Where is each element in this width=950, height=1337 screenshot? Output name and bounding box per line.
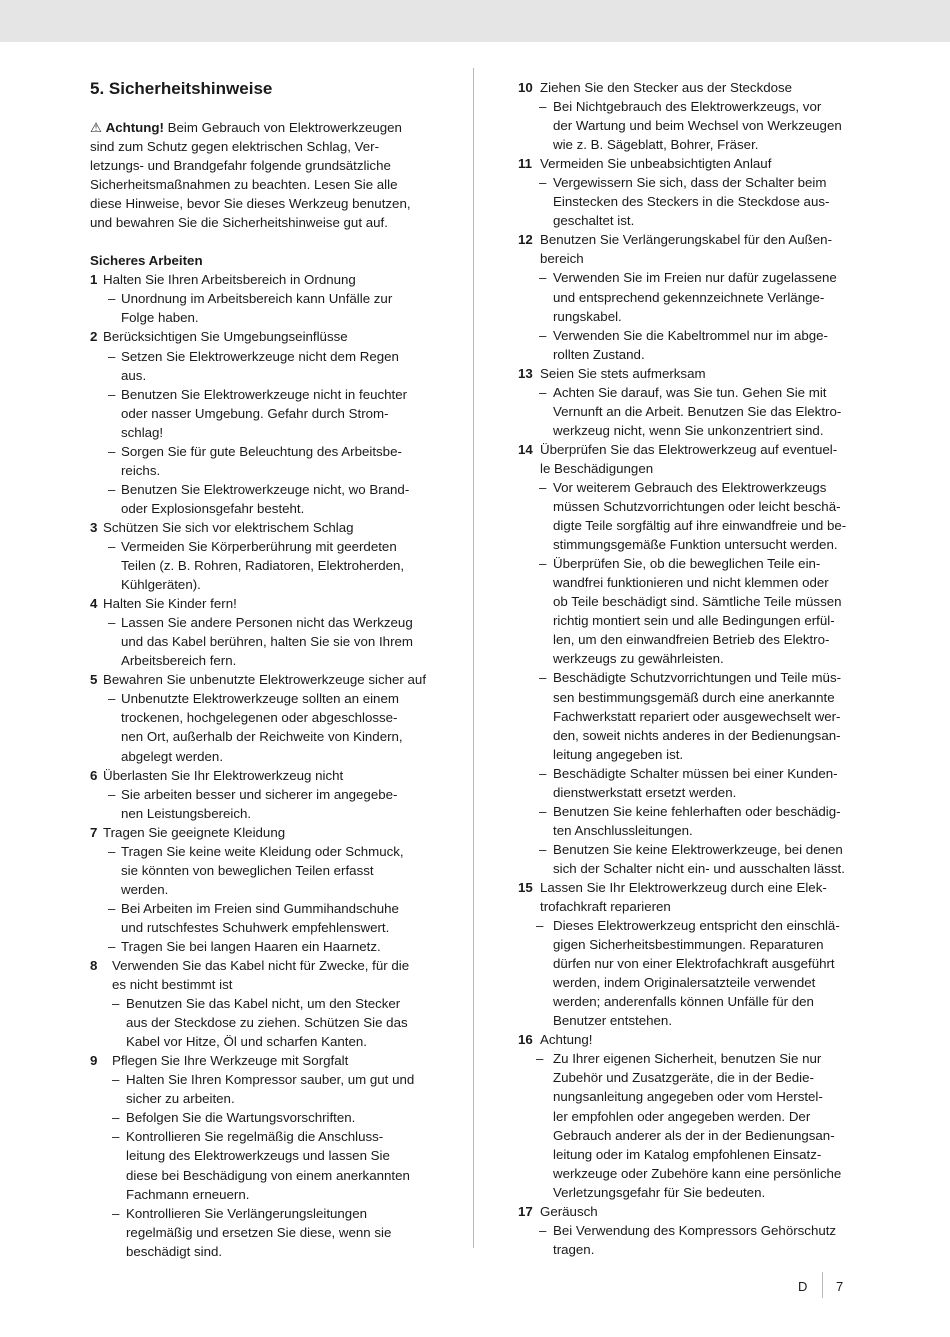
rule-bullet-line: nen Leistungsbereich. [121, 805, 252, 821]
warning-line: sind zum Schutz gegen elektrischen Schlag, Ver- [90, 139, 379, 155]
rule-bullet-line: und das Kabel berühren, halten Sie sie von Ihrem [121, 634, 413, 650]
dash-bullet-icon: – [536, 1051, 544, 1067]
rule-bullet-line: Vergewissern Sie sich, dass der Schalter beim [553, 175, 827, 191]
dash-bullet-icon: – [539, 175, 547, 191]
dash-bullet-icon: – [108, 481, 116, 497]
rule-heading [90, 518, 435, 537]
rule-number: 14 [518, 441, 533, 457]
rule-bullet [90, 785, 435, 823]
rule-number: 1 [90, 272, 98, 288]
rule-bullet-line: rollten Zustand. [553, 346, 645, 362]
rule-heading [518, 78, 863, 97]
top-band [0, 0, 950, 42]
rule-item-16 [518, 1030, 863, 1201]
dash-bullet-icon: – [112, 1072, 120, 1088]
rule-bullet [90, 480, 435, 518]
rule-bullet-line: Verletzungsgefahr für Sie bedeuten. [553, 1184, 766, 1200]
rule-bullet [90, 385, 435, 442]
rule-bullet-line: Tragen Sie bei langen Haaren ein Haarnetz. [121, 938, 381, 954]
rule-number: 9 [90, 1053, 98, 1069]
rule-bullet-line: Unbenutzte Elektrowerkzeuge sollten an einem [121, 691, 399, 707]
rule-heading [518, 878, 863, 916]
dash-bullet-icon: – [539, 556, 547, 572]
warning-paragraph [90, 118, 435, 232]
rule-bullet-line: stimmungsgemäße Funktion untersucht werden. [553, 537, 838, 553]
warning-line: diese Hinweise, bevor Sie dieses Werkzeug benutzen, [90, 196, 411, 212]
dash-bullet-icon: – [108, 786, 116, 802]
rule-bullet-line: dürfen nur von einer Elektrofachkraft ausgeführt [553, 956, 835, 972]
rule-title-line: es nicht bestimmt ist [112, 977, 233, 993]
rule-bullet [90, 1070, 435, 1108]
rule-bullet-line: Überprüfen Sie, ob die beweglichen Teile ein- [553, 556, 821, 572]
rule-title-line: trofachkraft reparieren [540, 899, 671, 915]
rule-bullet-line: schlag! [121, 424, 164, 440]
rule-number: 11 [518, 156, 533, 172]
rule-heading [90, 823, 435, 842]
rule-bullet-line: Kontrollieren Sie regelmäßig die Anschluss- [126, 1129, 384, 1145]
dash-bullet-icon: – [539, 327, 547, 343]
rule-bullet-line: leitung des Elektrowerkzeugs und lassen Sie [126, 1148, 390, 1164]
rule-bullet-line: Zu Ihrer eigenen Sicherheit, benutzen Sie nur [553, 1051, 822, 1067]
rule-bullet [90, 442, 435, 480]
rule-heading [518, 230, 863, 268]
rule-heading [518, 1030, 863, 1049]
rule-number: 10 [518, 80, 533, 95]
rule-bullet-line: len, um den einwandfreien Betrieb des Elektro- [553, 632, 830, 648]
rule-bullet-line: Vernunft an die Arbeit. Benutzen Sie das Elektro- [553, 403, 842, 419]
rule-bullet-line: Befolgen Sie die Wartungsvorschriften. [126, 1110, 356, 1126]
rule-number: 12 [518, 232, 533, 248]
rule-bullet [90, 689, 435, 765]
rule-item-12 [518, 230, 863, 363]
rule-title-line: Seien Sie stets aufmerksam [540, 365, 706, 381]
rule-bullet-line: Vor weiterem Gebrauch des Elektrowerkzeugs [553, 479, 827, 495]
dash-bullet-icon: – [108, 900, 116, 916]
section-title: 5. Sicherheitshinweise [90, 79, 273, 98]
rule-bullet [90, 289, 435, 327]
rule-bullet-line: Kabel vor Hitze, Öl und scharfen Kanten. [126, 1034, 367, 1050]
rule-bullet [90, 899, 435, 937]
left-rule-list [90, 270, 435, 1260]
rule-bullet-line: wie z. B. Sägeblatt, Bohrer, Fräser. [553, 137, 759, 153]
rule-bullet-line: Beschädigte Schutzvorrichtungen und Teile müs- [553, 670, 842, 686]
rule-bullet-line: oder Explosionsgefahr besteht. [121, 500, 305, 516]
rule-bullet-line: abgelegt werden. [121, 748, 224, 764]
warning-line: Sicherheitsmaßnahmen zu beachten. Lesen Sie alle [90, 177, 398, 193]
rule-bullet-line: und entsprechend gekennzeichnete Verlänge- [553, 289, 825, 305]
rule-bullet-line: gigen Sicherheitsbestimmungen. Reparaturen [553, 937, 824, 953]
warning-line: ⚠ Achtung! Beim Gebrauch von Elektrowerkzeugen [90, 120, 402, 135]
rule-item-10 [518, 78, 863, 154]
rule-bullet [518, 1049, 863, 1201]
rule-number: 4 [90, 596, 98, 612]
rule-bullet [90, 842, 435, 899]
rule-number: 17 [518, 1203, 533, 1219]
dash-bullet-icon: – [108, 615, 116, 631]
rule-bullet-line: aus. [121, 367, 147, 383]
page-number: 7 [836, 1279, 844, 1294]
rule-bullet-line: Verwenden Sie die Kabeltrommel nur im abge- [553, 327, 828, 343]
rule-bullet [518, 764, 863, 802]
rule-bullet-line: Benutzen Sie das Kabel nicht, um den Stecker [126, 996, 401, 1012]
rule-title-line: Berücksichtigen Sie Umgebungseinflüsse [103, 329, 348, 345]
rule-title-line: le Beschädigungen [540, 460, 654, 476]
rule-bullet-line: müssen Schutzvorrichtungen oder leicht beschä- [553, 499, 841, 515]
rule-bullet [518, 383, 863, 440]
rule-bullet [90, 937, 435, 956]
rule-bullet-line: sie könnten von beweglichen Teilen erfasst [121, 862, 374, 878]
dash-bullet-icon: – [108, 291, 116, 307]
rule-heading [90, 594, 435, 613]
rule-heading [90, 327, 435, 346]
rule-number: 15 [518, 879, 533, 895]
rule-bullet-line: Fachmann erneuern. [126, 1186, 250, 1202]
warning-triangle-icon: ⚠ [90, 120, 102, 135]
rule-bullet [90, 537, 435, 594]
right-rule-list [518, 78, 863, 1259]
rule-item-5 [90, 670, 435, 765]
rule-title-line: Geräusch [540, 1203, 598, 1219]
rule-bullet-line: Teilen (z. B. Rohren, Radiatoren, Elektroherden, [121, 558, 405, 574]
rule-bullet-line: richtig montiert sein und alle Bedingungen erfül- [553, 613, 835, 629]
rule-title-line: Bewahren Sie unbenutzte Elektrowerkzeuge sicher auf [103, 672, 427, 688]
rule-item-17 [518, 1202, 863, 1259]
rule-bullet-line: den, soweit nichts anderes in der Bedienungsan- [553, 727, 841, 743]
rule-title-line: Überlasten Sie Ihr Elektrowerkzeug nicht [103, 767, 344, 783]
rule-bullet [90, 347, 435, 385]
rule-bullet-line: Bei Arbeiten im Freien sind Gummihandschuhe [121, 900, 399, 916]
rule-bullet-line: Zubehör und Zusatzgeräte, die in der Bedie- [553, 1070, 814, 1086]
rule-item-11 [518, 154, 863, 230]
rule-bullet-line: Kühlgeräten). [121, 577, 201, 593]
dash-bullet-icon: – [536, 918, 544, 934]
rule-bullet-line: digte Teile sorgfältig auf ihre einwandfreie und be- [553, 518, 847, 534]
rule-bullet-line: werden; anderenfalls können Unfälle für den [553, 994, 814, 1010]
rule-number: 5 [90, 672, 98, 688]
dash-bullet-icon: – [108, 843, 116, 859]
rule-title-line: Verwenden Sie das Kabel nicht für Zwecke, für die [112, 958, 410, 974]
rule-bullet-line: Vermeiden Sie Körperberührung mit geerdeten [121, 538, 397, 554]
rule-bullet [518, 173, 863, 230]
rule-bullet [518, 478, 863, 554]
warning-line: letzungs- und Brandgefahr folgende grundsätzliche [90, 158, 391, 174]
rule-bullet-line: Dieses Elektrowerkzeug entspricht den einschlä- [553, 918, 840, 934]
rule-bullet-line: oder nasser Umgebung. Gefahr durch Strom- [121, 405, 389, 421]
rule-title-line: Ziehen Sie den Stecker aus der Steckdose [540, 80, 793, 95]
rule-number: 7 [90, 824, 98, 840]
rule-bullet-line: aus der Steckdose zu ziehen. Schützen Sie das [126, 1015, 408, 1031]
rule-item-8 [90, 956, 435, 1051]
rule-bullet [518, 326, 863, 364]
rule-title-line: Halten Sie Ihren Arbeitsbereich in Ordnung [103, 272, 356, 288]
language-marker: D [798, 1279, 808, 1294]
rule-bullet [90, 1108, 435, 1127]
rule-number: 13 [518, 365, 533, 381]
warning-line: und bewahren Sie die Sicherheitshinweise gut auf. [90, 215, 388, 231]
warning-label: Achtung! [105, 120, 164, 135]
rule-bullet-line: Achten Sie darauf, was Sie tun. Gehen Sie mit [553, 384, 827, 400]
subheading-sicheres-arbeiten: Sicheres Arbeiten [90, 253, 203, 269]
rule-bullet [518, 840, 863, 878]
rule-heading [90, 766, 435, 785]
dash-bullet-icon: – [108, 348, 116, 364]
dash-bullet-icon: – [108, 538, 116, 554]
column-divider [473, 68, 474, 1248]
rule-title-line: Überprüfen Sie das Elektrowerkzeug auf eventuel- [540, 441, 838, 457]
dash-bullet-icon: – [112, 1129, 120, 1145]
rule-number: 8 [90, 958, 98, 974]
rule-bullet-line: werkzeuge oder Zubehöre kann eine persönliche [553, 1165, 842, 1181]
rule-bullet [90, 1127, 435, 1203]
rule-bullet-line: Verwenden Sie im Freien nur dafür zugelassene [553, 270, 837, 286]
rule-bullet-line: Benutzen Sie keine fehlerhaften oder beschädig- [553, 803, 841, 819]
rule-bullet-line: Tragen Sie keine weite Kleidung oder Schmuck, [121, 843, 404, 859]
dash-bullet-icon: – [112, 1110, 120, 1126]
rule-bullet-line: dienstwerkstatt ersetzt werden. [553, 784, 737, 800]
rule-item-1 [90, 270, 435, 327]
rule-heading [518, 154, 863, 173]
dash-bullet-icon: – [539, 670, 547, 686]
rule-bullet-line: tragen. [553, 1241, 595, 1257]
rule-bullet-line: ten Anschlussleitungen. [553, 822, 693, 838]
rule-bullet-line: Benutzen Sie Elektrowerkzeuge nicht, wo Brand- [121, 481, 410, 497]
dash-bullet-icon: – [112, 996, 120, 1012]
rule-bullet-line: Bei Nichtgebrauch des Elektrowerkzeugs, vor [553, 99, 822, 115]
rule-bullet-line: geschaltet ist. [553, 213, 635, 229]
rule-title-line: Pflegen Sie Ihre Werkzeuge mit Sorgfalt [112, 1053, 349, 1069]
rule-bullet [518, 802, 863, 840]
rule-item-13 [518, 364, 863, 440]
rule-heading [518, 440, 863, 478]
rule-bullet-line: sen bestimmungsgemäß durch eine anerkannte [553, 689, 835, 705]
rule-title-line: bereich [540, 251, 584, 267]
rule-bullet [518, 668, 863, 763]
rule-bullet-line: der Wartung und beim Wechsel von Werkzeugen [553, 118, 842, 134]
rule-bullet-line: beschädigt sind. [126, 1243, 223, 1259]
rule-item-6 [90, 766, 435, 823]
rule-bullet-line: sicher zu arbeiten. [126, 1091, 235, 1107]
rule-bullet [90, 994, 435, 1051]
rule-title-line: Vermeiden Sie unbeabsichtigten Anlauf [540, 156, 772, 172]
left-column [90, 78, 435, 1261]
rule-item-15 [518, 878, 863, 1030]
rule-bullet-line: werkzeugs zu gewährleisten. [553, 651, 724, 667]
rule-bullet-line: werden. [121, 881, 169, 897]
rule-title-line: Schützen Sie sich vor elektrischem Schlag [103, 519, 354, 535]
rule-heading [518, 1202, 863, 1221]
rule-number: 16 [518, 1032, 533, 1048]
rule-bullet-line: leitung angegeben ist. [553, 746, 684, 762]
rule-bullet-line: Beschädigte Schalter müssen bei einer Kunden- [553, 765, 838, 781]
dash-bullet-icon: – [108, 938, 116, 954]
dash-bullet-icon: – [539, 479, 547, 495]
dash-bullet-icon: – [539, 765, 547, 781]
rule-bullet-line: Bei Verwendung des Kompressors Gehörschutz [553, 1222, 837, 1238]
rule-title-line: Lassen Sie Ihr Elektrowerkzeug durch eine Elek- [540, 879, 827, 895]
rule-title-line: Tragen Sie geeignete Kleidung [103, 824, 286, 840]
rule-bullet-line: sich der Schalter nicht ein- und ausschalten lässt. [553, 860, 845, 876]
rule-title-line: Benutzen Sie Verlängerungskabel für den Außen- [540, 232, 832, 248]
dash-bullet-icon: – [539, 384, 547, 400]
rule-bullet-line: diese bei Beschädigung von einem anerkannten [126, 1167, 410, 1183]
right-column [518, 78, 863, 1259]
rule-heading [90, 670, 435, 689]
rule-bullet-line: Lassen Sie andere Personen nicht das Werkzeug [121, 615, 413, 631]
rule-bullet-line: Unordnung im Arbeitsbereich kann Unfälle zur [121, 291, 393, 307]
rule-bullet-line: Halten Sie Ihren Kompressor sauber, um gut und [126, 1072, 415, 1088]
rule-bullet-line: Fachwerkstatt repariert oder ausgewechselt wer- [553, 708, 841, 724]
rule-item-2 [90, 327, 435, 517]
rule-number: 2 [90, 329, 98, 345]
rule-bullet [518, 916, 863, 1030]
rule-bullet [518, 97, 863, 154]
rule-bullet-line: nungsanleitung angegeben oder vom Herstel- [553, 1089, 823, 1105]
rule-bullet-line: reichs. [121, 462, 161, 478]
footer-divider [822, 1272, 823, 1298]
rule-bullet-line: Benutzen Sie keine Elektrowerkzeuge, bei denen [553, 841, 843, 857]
rule-bullet-line: regelmäßig und ersetzen Sie diese, wenn sie [126, 1224, 392, 1240]
dash-bullet-icon: – [539, 841, 547, 857]
rule-bullet-line: werkzeug nicht, wenn Sie unkonzentriert sind. [553, 422, 824, 438]
rule-number: 3 [90, 519, 98, 535]
rule-bullet-line: leitung oder im Katalog empfohlenen Einsatz- [553, 1146, 822, 1162]
rule-bullet-line: ler empfohlen oder angegeben werden. Der [553, 1108, 811, 1124]
rule-item-9 [90, 1051, 435, 1261]
rule-bullet-line: und rutschfestes Schuhwerk empfehlenswert. [121, 919, 390, 935]
rule-item-3 [90, 518, 435, 594]
rule-bullet-line: Benutzen Sie Elektrowerkzeuge nicht in feuchter [121, 386, 408, 402]
rule-bullet-line: wandfrei funktionieren und nicht klemmen oder [553, 575, 829, 591]
rule-bullet-line: Kontrollieren Sie Verlängerungsleitungen [126, 1205, 367, 1221]
rule-bullet-line: Einstecken des Steckers in die Steckdose aus- [553, 194, 830, 210]
dash-bullet-icon: – [539, 803, 547, 819]
dash-bullet-icon: – [112, 1205, 120, 1221]
dash-bullet-icon: – [539, 99, 547, 115]
dash-bullet-icon: – [539, 270, 547, 286]
rule-bullet-line: trockenen, hochgelegenen oder abgeschlosse- [121, 710, 398, 726]
rule-bullet-line: rungskabel. [553, 308, 622, 324]
rule-heading [90, 956, 435, 994]
rule-bullet-line: Gebrauch anderer als der in der Bedienungsan- [553, 1127, 835, 1143]
rule-item-14 [518, 440, 863, 878]
rule-bullet [90, 1204, 435, 1261]
rule-item-7 [90, 823, 435, 956]
rule-item-4 [90, 594, 435, 670]
rule-heading [90, 270, 435, 289]
rule-bullet-line: nen Ort, außerhalb der Reichweite von Kindern, [121, 729, 403, 745]
rule-bullet-line: werden, indem Originalersatzteile verwendet [553, 975, 816, 991]
dash-bullet-icon: – [108, 443, 116, 459]
rule-bullet-line: Arbeitsbereich fern. [121, 653, 237, 669]
rule-title-line: Achtung! [540, 1032, 593, 1048]
dash-bullet-icon: – [108, 386, 116, 402]
rule-bullet [90, 613, 435, 670]
dash-bullet-icon: – [108, 691, 116, 707]
rule-bullet [518, 268, 863, 325]
rule-bullet-line: Folge haben. [121, 310, 199, 326]
rule-title-line: Halten Sie Kinder fern! [103, 596, 237, 612]
rule-bullet [518, 554, 863, 668]
rule-bullet-line: Sorgen Sie für gute Beleuchtung des Arbeitsbe- [121, 443, 402, 459]
rule-bullet-line: ob Teile beschädigt sind. Sämtliche Teile müssen [553, 594, 842, 610]
rule-heading [518, 364, 863, 383]
rule-bullet-line: Setzen Sie Elektrowerkzeuge nicht dem Regen [121, 348, 399, 364]
rule-bullet [518, 1221, 863, 1259]
rule-bullet-line: Sie arbeiten besser und sicherer im angegebe- [121, 786, 398, 802]
rule-number: 6 [90, 767, 98, 783]
rule-heading [90, 1051, 435, 1070]
rule-bullet-line: Benutzer entstehen. [553, 1013, 673, 1029]
dash-bullet-icon: – [539, 1222, 547, 1238]
